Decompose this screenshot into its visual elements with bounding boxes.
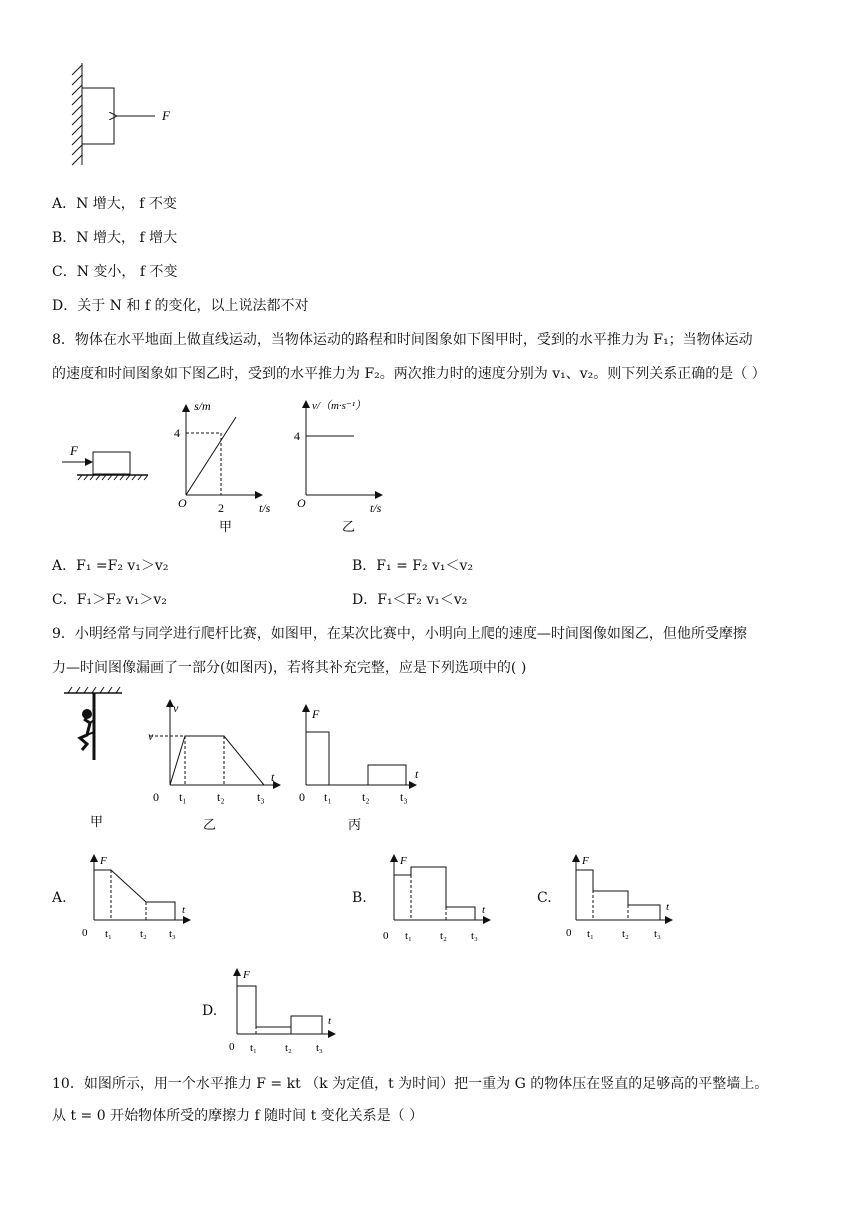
q8-yi-xlabel: t/s [370, 501, 382, 515]
q9-a-t1: t₁ [105, 928, 112, 940]
q9-option-b-graph[interactable] [380, 850, 500, 945]
q9-b-t1: t₁ [405, 930, 412, 942]
q10-stem-line1: 10．如图所示，用一个水平推力 F = kt （k 为定值，t 为时间）把一重为 G 的物体压在竖直的足够高的平整墙上。 [52, 1076, 769, 1092]
q9-c-t2: t₂ [622, 928, 629, 940]
block [82, 88, 114, 144]
q8-figure [52, 395, 412, 545]
q9-vt-graph [148, 700, 280, 832]
q7-option-a[interactable]: A．N 增大， f 不变 [52, 196, 177, 212]
q9-option-a-label[interactable]: A. [52, 890, 67, 906]
q8-stem-line2: 的速度和时间图象如下图乙时，受到的水平推力为 F₂。两次推力时的速度分别为 v₁、v₂。则下列关系正确的是（ ） [52, 366, 766, 382]
q8-jia-ylabel: s/m [194, 399, 211, 413]
q9-ft-t3: t₃ [400, 790, 408, 804]
q8-jia-origin: O [178, 496, 187, 510]
q9-d-F: F [243, 969, 250, 981]
q8-jia-xtick: 2 [218, 501, 224, 515]
q9-b-0: 0 [383, 930, 389, 942]
q9-ft-graph-incomplete [299, 705, 419, 832]
q9-b-t3: t₃ [471, 930, 478, 942]
q9-figure [60, 690, 460, 840]
q9-option-c-label[interactable]: C. [537, 890, 552, 906]
q9-ft-t2: t₂ [362, 790, 370, 804]
q9-climber [64, 687, 122, 829]
q7-option-d[interactable]: D．关于 N 和 f 的变化，以上说法都不对 [52, 298, 309, 314]
q7-option-b[interactable]: B．N 增大， f 增大 [52, 230, 178, 246]
q9-c-t: t [666, 901, 670, 913]
wall-hatching [72, 63, 82, 165]
q9-vt-ylabel: v [173, 701, 179, 715]
q9-a-t3: t₃ [169, 928, 176, 940]
q9-caption-jia: 甲 [90, 814, 104, 829]
q9-stem-line1: 9．小明经常与同学进行爬杆比赛，如图甲，在某次比赛中，小明向上爬的速度—时间图像如图乙，但他所受摩擦 [52, 626, 747, 642]
q8-jia-caption: 甲 [219, 519, 233, 534]
q8-yi-caption: 乙 [342, 519, 356, 534]
q9-d-t3: t₃ [316, 1042, 323, 1054]
q9-b-F: F [400, 855, 407, 867]
q8-option-d[interactable]: D．F₁＜F₂ v₁＜v₂ [352, 592, 468, 608]
q9-vt-t1: t₁ [179, 790, 187, 804]
q9-ft-t1: t₁ [324, 790, 332, 804]
q9-a-t2: t₂ [140, 928, 147, 940]
q9-c-F: F [582, 855, 589, 867]
q9-b-t2: t₂ [440, 930, 447, 942]
q9-vt-t2: t₂ [217, 790, 225, 804]
q9-vt-t3: t₃ [257, 790, 265, 804]
wall-block-figure [60, 55, 260, 175]
q9-stem-line2: 力—时间图像漏画了一部分(如图丙)，若将其补充完整，应是下列选项中的( ) [52, 660, 527, 676]
q9-ft-segment-1 [306, 732, 329, 785]
q8-stem-line1: 8．物体在水平地面上做直线运动，当物体运动的路程和时间图象如下图甲时，受到的水平推力为 F₁；当物体运动 [52, 332, 753, 348]
q9-d-t2: t₂ [285, 1042, 292, 1054]
q9-d-t: t [328, 1015, 332, 1027]
q9-c-0: 0 [566, 927, 572, 939]
q7-option-c[interactable]: C．N 变小， f 不变 [52, 264, 178, 280]
q8-block [93, 452, 130, 474]
q8-jia-line [186, 417, 236, 495]
q8-yi-ylabel: v/（m·s⁻¹） [312, 400, 367, 412]
q9-a-t: t [182, 904, 186, 916]
q8-block-diagram [62, 443, 148, 480]
q9-ft-segment-3 [368, 765, 406, 785]
q9-option-d-label[interactable]: D. [202, 1003, 218, 1019]
q10-stem-line2: 从 t = 0 开始物体所受的摩擦力 f 随时间 t 变化关系是（ ） [52, 1108, 424, 1124]
q9-ft-origin: 0 [299, 790, 305, 804]
q9-option-a-graph[interactable] [80, 850, 200, 945]
q9-option-b-label[interactable]: B. [352, 890, 367, 906]
q9-c-t1: t₁ [587, 928, 594, 940]
q9-vt-line [170, 736, 264, 785]
q9-caption-bing: 丙 [348, 817, 362, 832]
q9-ft-xlabel: t [415, 767, 419, 781]
q8-graph-yi [294, 399, 382, 534]
q9-d-t1: t₁ [250, 1042, 257, 1054]
q8-yi-ytick: 4 [294, 429, 300, 443]
q8-jia-xlabel: t/s [259, 501, 271, 515]
force-label: F [162, 108, 170, 123]
q9-vt-xlabel: t [271, 770, 275, 784]
q9-option-d-graph[interactable] [223, 964, 343, 1059]
q9-d-0: 0 [229, 1041, 235, 1053]
q9-a-0: 0 [82, 927, 88, 939]
q8-option-a[interactable]: A．F₁ =F₂ v₁＞v₂ [52, 558, 169, 574]
q8-yi-origin: O [297, 496, 306, 510]
q9-vt-origin: 0 [153, 790, 159, 804]
q9-a-F: F [100, 855, 107, 867]
q9-caption-yi: 乙 [203, 817, 217, 832]
q9-c-t3: t₃ [654, 928, 661, 940]
q8-jia-ytick: 4 [174, 426, 180, 440]
q9-vt-vtick: v [148, 729, 154, 743]
q9-b-t: t [482, 904, 486, 916]
q8-option-c[interactable]: C．F₁＞F₂ v₁＞v₂ [52, 592, 167, 608]
q8-force-label: F [70, 443, 78, 458]
q8-option-b[interactable]: B．F₁ = F₂ v₁＜v₂ [352, 558, 474, 574]
q8-graph-jia [174, 399, 271, 534]
q9-ft-ylabel: F [312, 707, 320, 721]
q9-option-c-graph[interactable] [562, 850, 682, 945]
